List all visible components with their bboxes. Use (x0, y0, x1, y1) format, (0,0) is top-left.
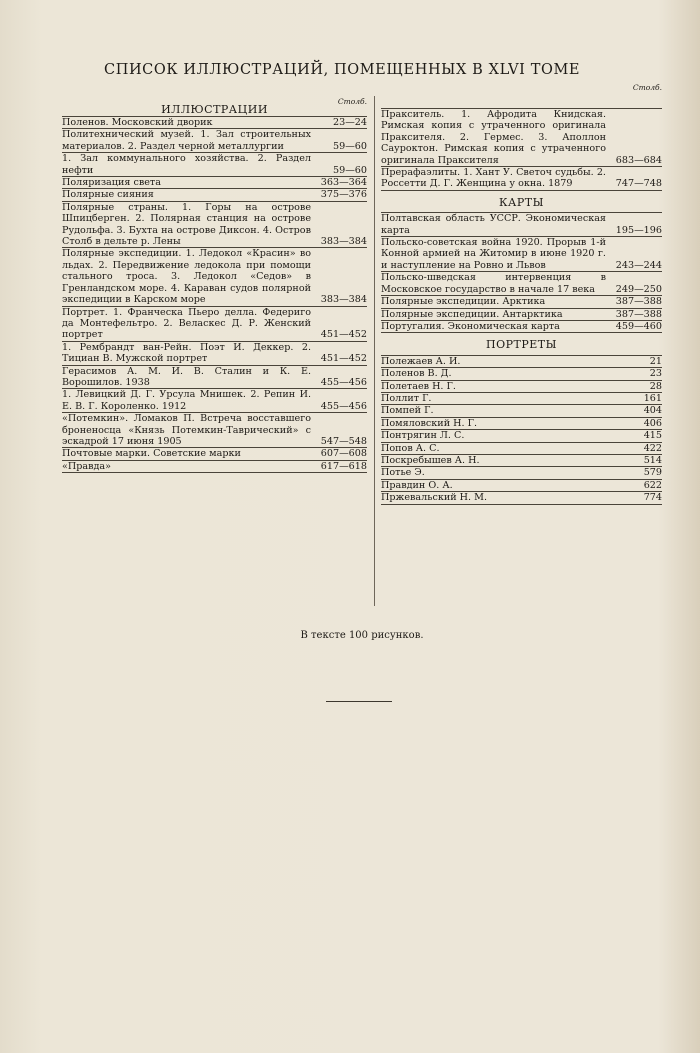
list-item (381, 418, 662, 430)
entry-columns: 387—388 (615, 296, 662, 308)
entry-columns: 23—24 (332, 117, 367, 128)
list-item (381, 167, 662, 191)
entry-columns: 383—384 (320, 294, 367, 306)
entry-text: Поленов. Московский дворик (62, 117, 213, 128)
column-label: Столб. (632, 83, 662, 92)
left-column (62, 96, 367, 473)
entry-text: Полетаев Н. Г. (381, 380, 456, 392)
list-item (62, 129, 367, 153)
entry-text: Польско-шведская интервенция в Московское государство в начале 17 века (381, 272, 606, 295)
entry-text: Полярные сияния (62, 189, 154, 201)
entry-text: Полярные экспедиции. 1. Ледокол «Красин» во льдах. 2. Передвижение ледокола при помощи стального троса. 3. Ледокол «Седов» в Гренландском море. 4. Караван судов полярной экспедиции в Карском море (62, 248, 311, 306)
entry-columns: 617—618 (320, 460, 367, 472)
entry-columns: 774 (643, 492, 662, 504)
entry-columns: 21 (649, 355, 662, 367)
entry-text: «Потемкин». Ломаков П. Встреча восставшего броненосца «Князь Потемкин-Таврический» с эскадрой 17 июня 1905 (62, 413, 311, 447)
entry-text: Полтавская область УССР. Экономическая карта (381, 213, 606, 236)
entry-columns: 451—452 (320, 329, 367, 341)
entry-columns: 59—60 (332, 164, 367, 176)
list-item (381, 368, 662, 380)
entry-columns: 455—456 (320, 400, 367, 412)
left-column-header (62, 96, 367, 116)
entry-columns: 387—388 (615, 308, 662, 320)
list-item (62, 153, 367, 177)
list-item (62, 116, 367, 129)
maps-list (381, 212, 662, 333)
list-item (381, 492, 662, 504)
list-item (381, 467, 662, 479)
list-item (381, 212, 662, 237)
entry-columns: 383—384 (320, 236, 367, 248)
page-title: СПИСОК ИЛЛЮСТРАЦИЙ, ПОМЕЩЕННЫХ В XLVI ТОМЕ (104, 62, 581, 78)
entry-columns: 747—748 (615, 178, 662, 190)
list-item (62, 413, 367, 448)
list-item (381, 296, 662, 308)
entry-text: Поляризация света (62, 177, 161, 189)
entry-text: Поскребышев А. Н. (381, 454, 480, 466)
list-item (381, 309, 662, 321)
list-item (62, 177, 367, 189)
list-item (62, 461, 367, 473)
entry-columns: 375—376 (320, 189, 367, 201)
entry-text: Поллит Г. (381, 392, 432, 404)
entry-columns: 249—250 (615, 283, 662, 295)
entry-text: Поленов В. Д. (381, 368, 452, 380)
list-item (381, 237, 662, 272)
list-item (62, 189, 367, 201)
entry-text: 1. Рембрандт ван-Рейн. Поэт И. Деккер. 2. Тициан В. Мужской портрет (62, 341, 311, 365)
list-item (381, 480, 662, 492)
entry-columns: 363—364 (320, 177, 367, 189)
entry-text: Полярные экспедиции. Арктика (381, 296, 546, 308)
entry-columns: 28 (649, 380, 662, 392)
entry-text: Потье Э. (381, 467, 425, 479)
list-item (62, 366, 367, 390)
entry-text: Польско-советская война 1920. Прорыв 1-й Конной армией на Житомир в июне 1920 г. и наступление на Ровно и Львов (381, 237, 606, 271)
list-item (381, 355, 662, 368)
list-item (62, 248, 367, 306)
entry-text: Помяловский Н. Г. (381, 417, 478, 429)
list-item (381, 430, 662, 442)
entry-text: Помпей Г. (381, 405, 434, 417)
list-item (381, 321, 662, 333)
section-heading-illustrations: ИЛЛЮСТРАЦИИ (161, 103, 268, 116)
entry-text: Пракситель. 1. Афродита Книдская. Римская копия с утраченного оригинала Праксителя. 2. Гермес. 3. Аполлон Сауроктон. Римская копия с утраченного оригинала Праксителя (381, 109, 606, 166)
list-item (62, 307, 367, 342)
entry-text: Полярные экспедиции. Антарктика (381, 308, 563, 320)
entry-columns: 406 (643, 417, 662, 429)
list-item (381, 455, 662, 467)
entry-columns: 451—452 (320, 353, 367, 365)
entry-columns: 683—684 (615, 154, 662, 166)
list-item (381, 443, 662, 455)
divider (326, 701, 392, 702)
entry-text: 1. Зал коммунального хозяйства. 2. Раздел нефти (62, 153, 311, 176)
entry-text: Правдин О. А. (381, 479, 453, 491)
list-item (62, 389, 367, 413)
entry-text: 1. Левицкий Д. Г. Урсула Мнишек. 2. Репин И. Е. В. Г. Короленко. 1912 (62, 389, 311, 412)
figure-count-note: В тексте 100 рисунков. (300, 630, 424, 641)
right-column (381, 83, 662, 505)
entry-columns: 579 (643, 467, 662, 479)
list-item (381, 381, 662, 393)
entry-text: Попов А. С. (381, 442, 440, 454)
entry-text: Прерафаэлиты. 1. Хант У. Светоч судьбы. 2. Россетти Д. Г. Женщина у окна. 1879 (381, 167, 606, 190)
entry-text: Политехнический музей. 1. Зал строительных материалов. 2. Раздел черной металлургии (62, 129, 311, 152)
section-heading-maps: КАРТЫ (499, 195, 544, 209)
list-item (381, 272, 662, 296)
right-column-header (381, 83, 662, 108)
entry-text: Португалия. Экономическая карта (381, 320, 560, 332)
entry-columns: 23 (649, 368, 662, 380)
list-item (381, 108, 662, 167)
entry-columns: 404 (643, 405, 662, 417)
list-item (62, 202, 367, 249)
entry-columns: 59—60 (332, 140, 367, 152)
entry-text: Понтрягин Л. С. (381, 430, 465, 442)
illustrations-list-continued (381, 108, 662, 191)
list-item (62, 448, 367, 460)
list-item (381, 393, 662, 405)
entry-columns: 459—460 (615, 320, 662, 332)
entry-columns: 415 (643, 430, 662, 442)
column-label: Столб. (337, 97, 367, 106)
entry-text: Полярные страны. 1. Горы на острове Шпицберген. 2. Полярная станция на острове Рудольфа. 3. Бухта на острове Диксон. 4. Остров Столб в дельте р. Лены (62, 201, 311, 248)
entry-columns: 622 (643, 479, 662, 491)
illustrations-list (62, 116, 367, 473)
entry-columns: 161 (643, 392, 662, 404)
entry-columns: 195—196 (615, 224, 662, 236)
portraits-list (381, 355, 662, 505)
entry-columns: 514 (643, 454, 662, 466)
entry-columns: 607—608 (320, 448, 367, 460)
list-item (62, 342, 367, 366)
entry-text: Портрет. 1. Франческа Пьеро делла. Федериго да Монтефельтро. 2. Веласкес Д. Р. Женский портрет (62, 306, 311, 341)
entry-columns: 547—548 (320, 435, 367, 447)
entry-text: Пржевальский Н. М. (381, 492, 487, 504)
entry-text: Герасимов А. М. И. В. Сталин и К. Е. Ворошилов. 1938 (62, 365, 311, 388)
section-heading-portraits: ПОРТРЕТЫ (486, 338, 557, 352)
entry-columns: 243—244 (615, 259, 662, 271)
entry-text: Полежаев А. И. (381, 355, 461, 367)
entry-columns: 455—456 (320, 376, 367, 388)
entry-text: Почтовые марки. Советские марки (62, 448, 241, 460)
entry-columns: 422 (643, 442, 662, 454)
list-item (381, 405, 662, 417)
entry-text: «Правда» (62, 460, 111, 472)
